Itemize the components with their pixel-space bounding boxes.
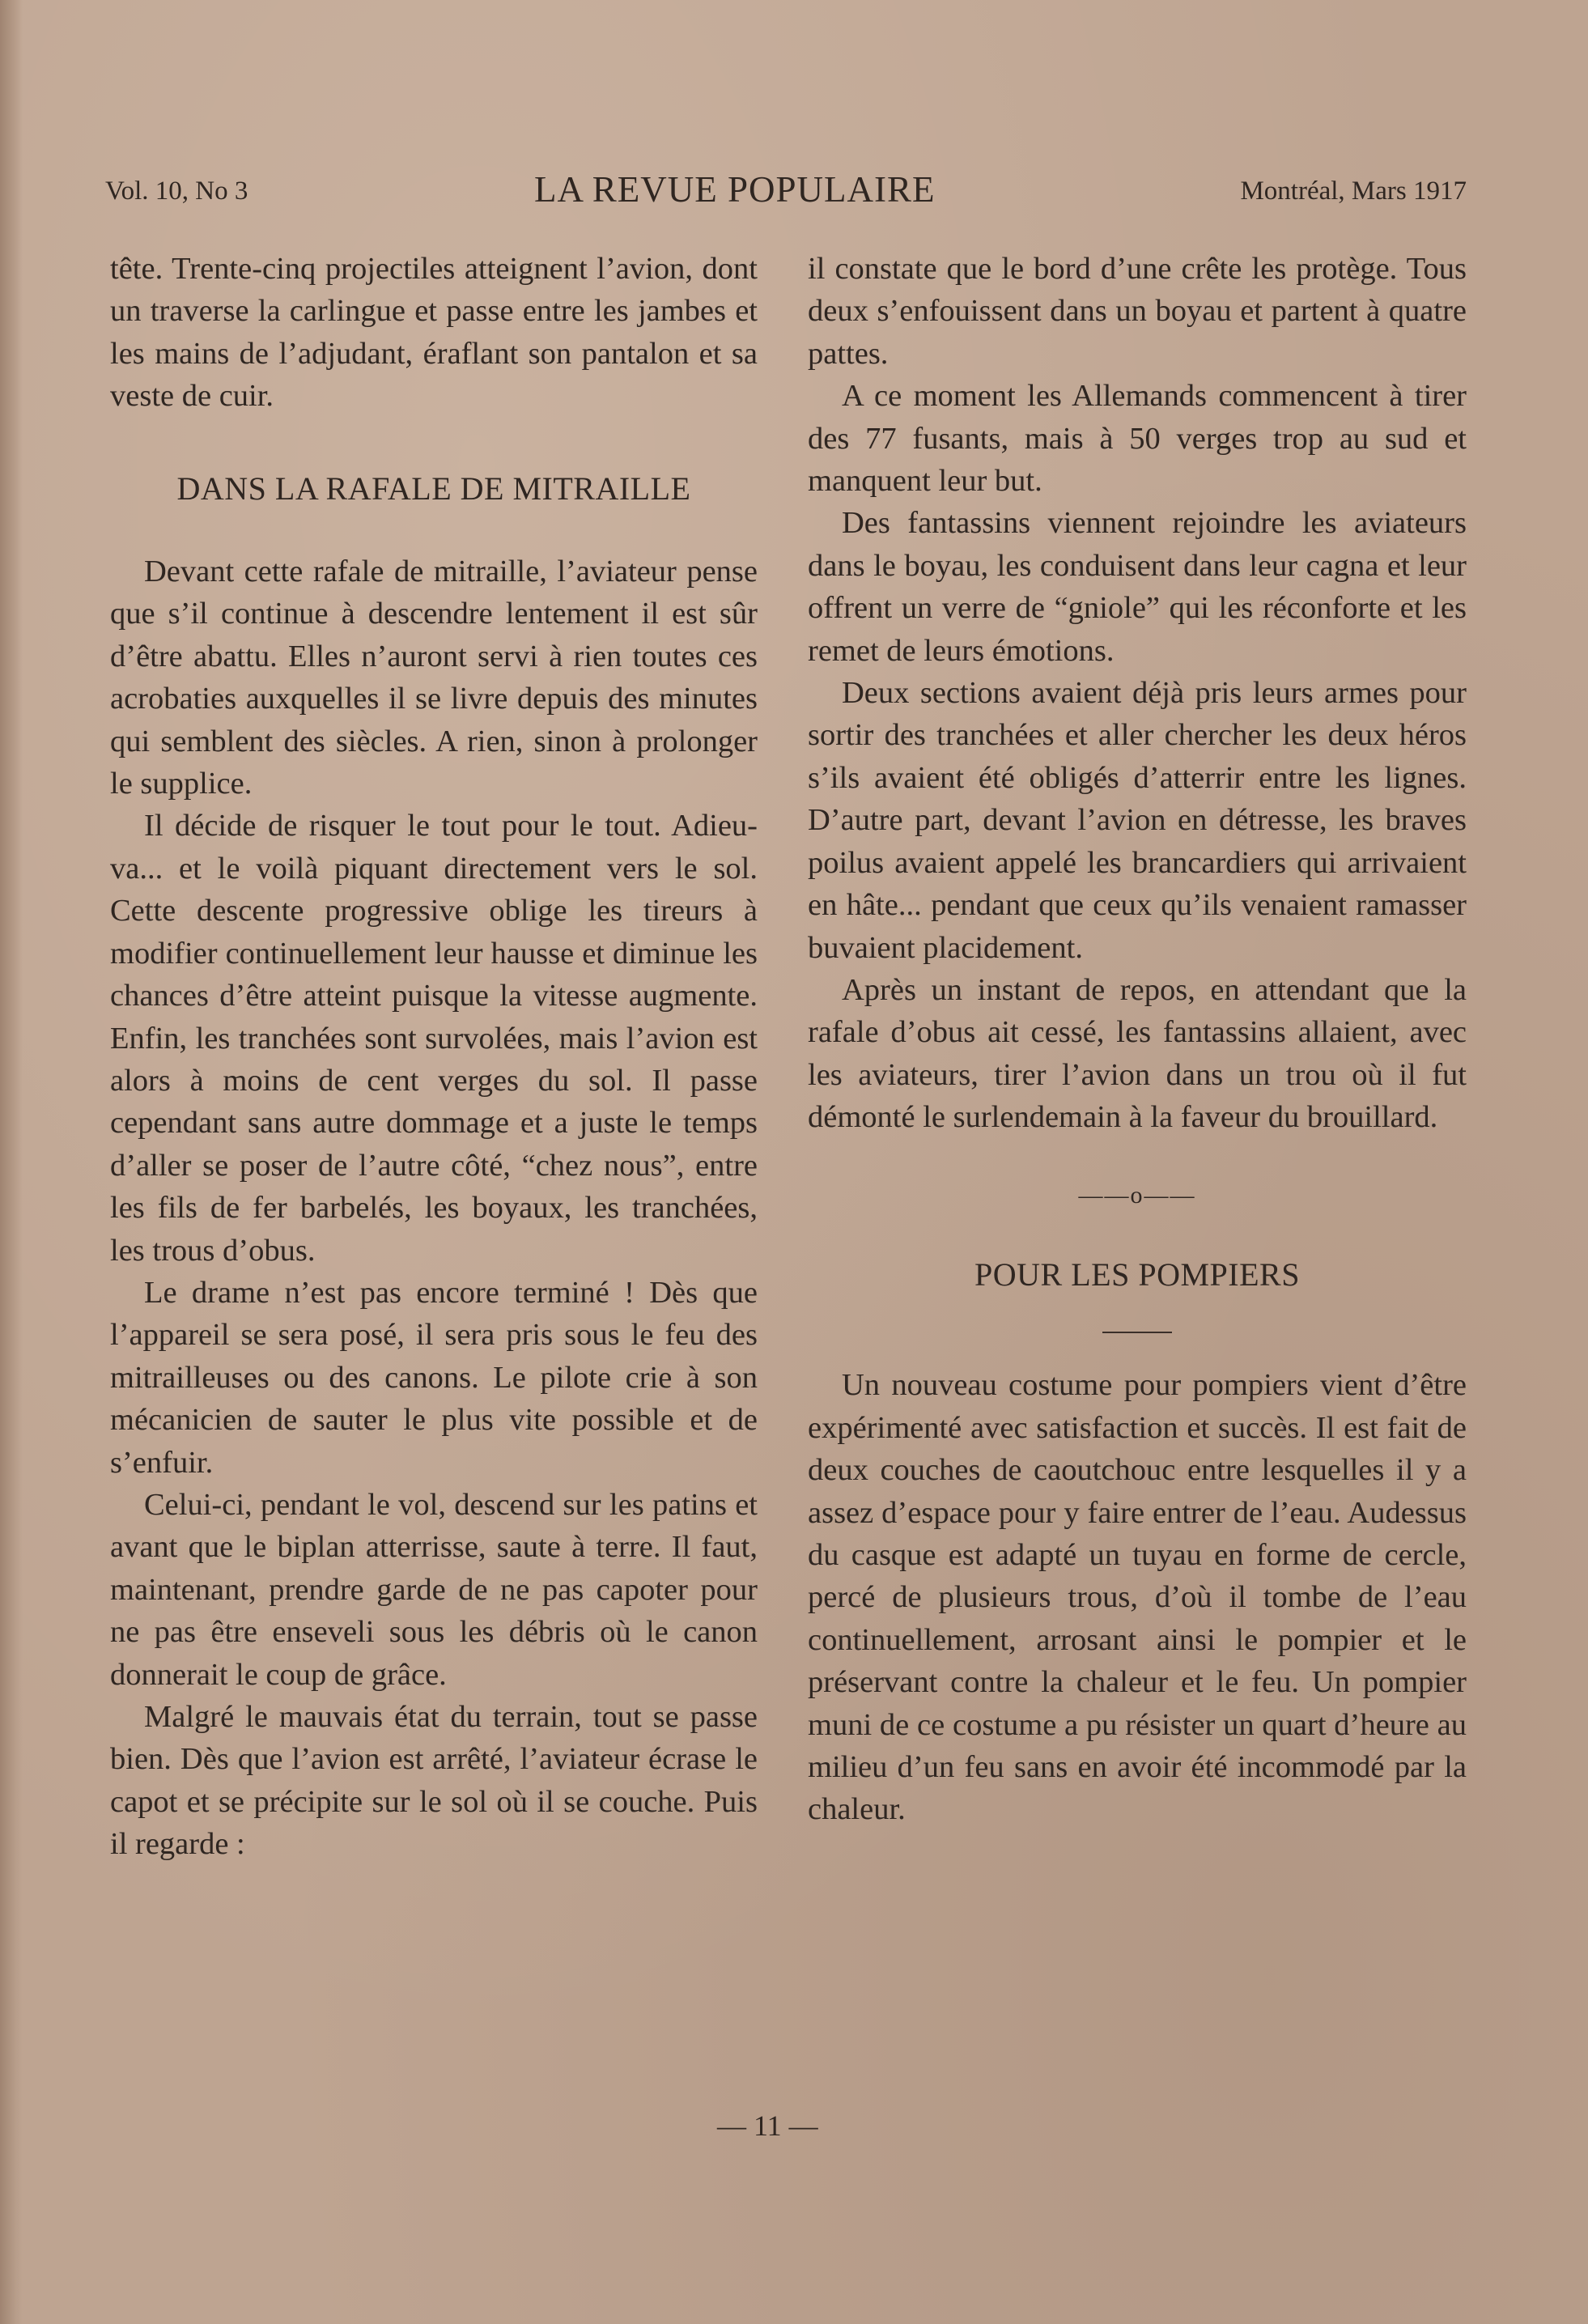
paragraph: Après un instant de repos, en attendant que la rafale d’obus ait cessé, les fantassins allaient, avec les aviateurs, tirer l’avion dans un trou où il fut démonté le surlendemain à la faveur du brouillard. (808, 972, 1467, 1135)
right-column (808, 248, 1467, 1831)
paragraph: A ce moment les Allemands commencent à tirer des 77 fusants, mais à 50 verges trop au sud et manquent leur but. (808, 379, 1467, 499)
paragraph: tête. Trente-cinq projectiles atteignent l’avion, dont un traverse la carlingue et passe entre les jambes et les mains de l’adjudant, éraflant son pantalon et sa veste de cuir. (110, 252, 758, 414)
paragraph: Il décide de risquer le tout pour le tout. Adieu-va... et le voilà piquant directement vers le sol. Cette descente progressive oblige les tireurs à modifier continuellement leur hausse et diminue les chances d’être atteint puisque la vitesse augmente. Enfin, les tranchées sont survolées, mais l’avion est alors à moins de cent verges du sol. Il passe cependant sans autre dommage et a juste le temps d’aller se poser de l’autre côté, “chez nous”, entre les fils de fer barbelés, les boyaux, les tranchées, les trous d’obus. (110, 809, 758, 1268)
paragraph: Malgré le mauvais état du terrain, tout se passe bien. Dès que l’avion est arrêté, l’aviateur écrase le capot et se précipite sur le sol où il se couche. Puis il regarde : (110, 1700, 758, 1862)
issue-date: Montréal, Mars 1917 (1240, 176, 1467, 206)
section-heading: DANS LA RAFALE DE MITRAILLE (176, 469, 691, 507)
paragraph: il constate que le bord d’une crête les protège. Tous deux s’enfouissent dans un boyau et partent à quatre pattes. (808, 252, 1467, 371)
paragraph: Le drame n’est pas encore terminé ! Dès que l’appareil se sera posé, il sera pris sous le feu des mitrailleuses ou des canons. Le pilote crie à son mécanicien de sauter le plus vite possible et de s’enfuir. (110, 1275, 758, 1480)
heading-rule (1102, 1332, 1172, 1333)
paragraph: Un nouveau costume pour pompiers vient d’être expérimenté avec satisfaction et succès. Il est fait de deux couches de caoutchouc entre lesquelles il y a assez d’espace pour y faire entrer de l’eau. Audessus du casque est adapté un tuyau en forme de cercle, percé de plusieurs trous, d’où il tombe de l’eau continuellement, arrosant ainsi le pompier et le préservant contre la chaleur et le feu. Un pompier muni de ce costume a pu résister un quart d’heure au milieu d’un feu sans en avoir été incommodé par la chaleur. (808, 1368, 1467, 1827)
left-column (110, 248, 758, 1866)
running-header (105, 168, 1465, 217)
paragraph: Celui-ci, pendant le vol, descend sur les patins et avant que le biplan atterrisse, saute à terre. Il faut, maintenant, prendre garde de ne pas capoter pour ne pas être enseveli sous les débris où le canon donnerait le coup de grâce. (110, 1487, 758, 1692)
publication-title: LA REVUE POPULAIRE (534, 169, 936, 210)
binding-edge (0, 0, 23, 2324)
page-number: — 11 — (717, 2109, 818, 2142)
section-heading: POUR LES POMPIERS (974, 1255, 1300, 1293)
paragraph: Devant cette rafale de mitraille, l’aviateur pense que s’il continue à descendre lentement il est sûr d’être abattu. Elles n’auront servi à rien toutes ces acrobaties auxquelles il se livre depuis des minutes qui semblent des siècles. A rien, sinon à prolonger le supplice. (110, 554, 758, 801)
paragraph: Deux sections avaient déjà pris leurs armes pour sortir des tranchées et aller chercher les deux héros s’ils avaient été obligés d’atterrir entre les lignes. D’autre part, devant l’avion en détresse, les braves poilus avaient appelé les brancardiers qui arrivaient en hâte... pendant que ceux qu’ils venaient ramasser buvaient placidement. (808, 676, 1467, 965)
paragraph: Des fantassins viennent rejoindre les aviateurs dans le boyau, les conduisent dans leur cagna et leur offrent un verre de “gniole” qui les réconforte et les remet de leurs émotions. (808, 506, 1467, 668)
section-ornament: ——o—— (1078, 1181, 1196, 1209)
volume-number: Vol. 10, No 3 (105, 176, 248, 206)
